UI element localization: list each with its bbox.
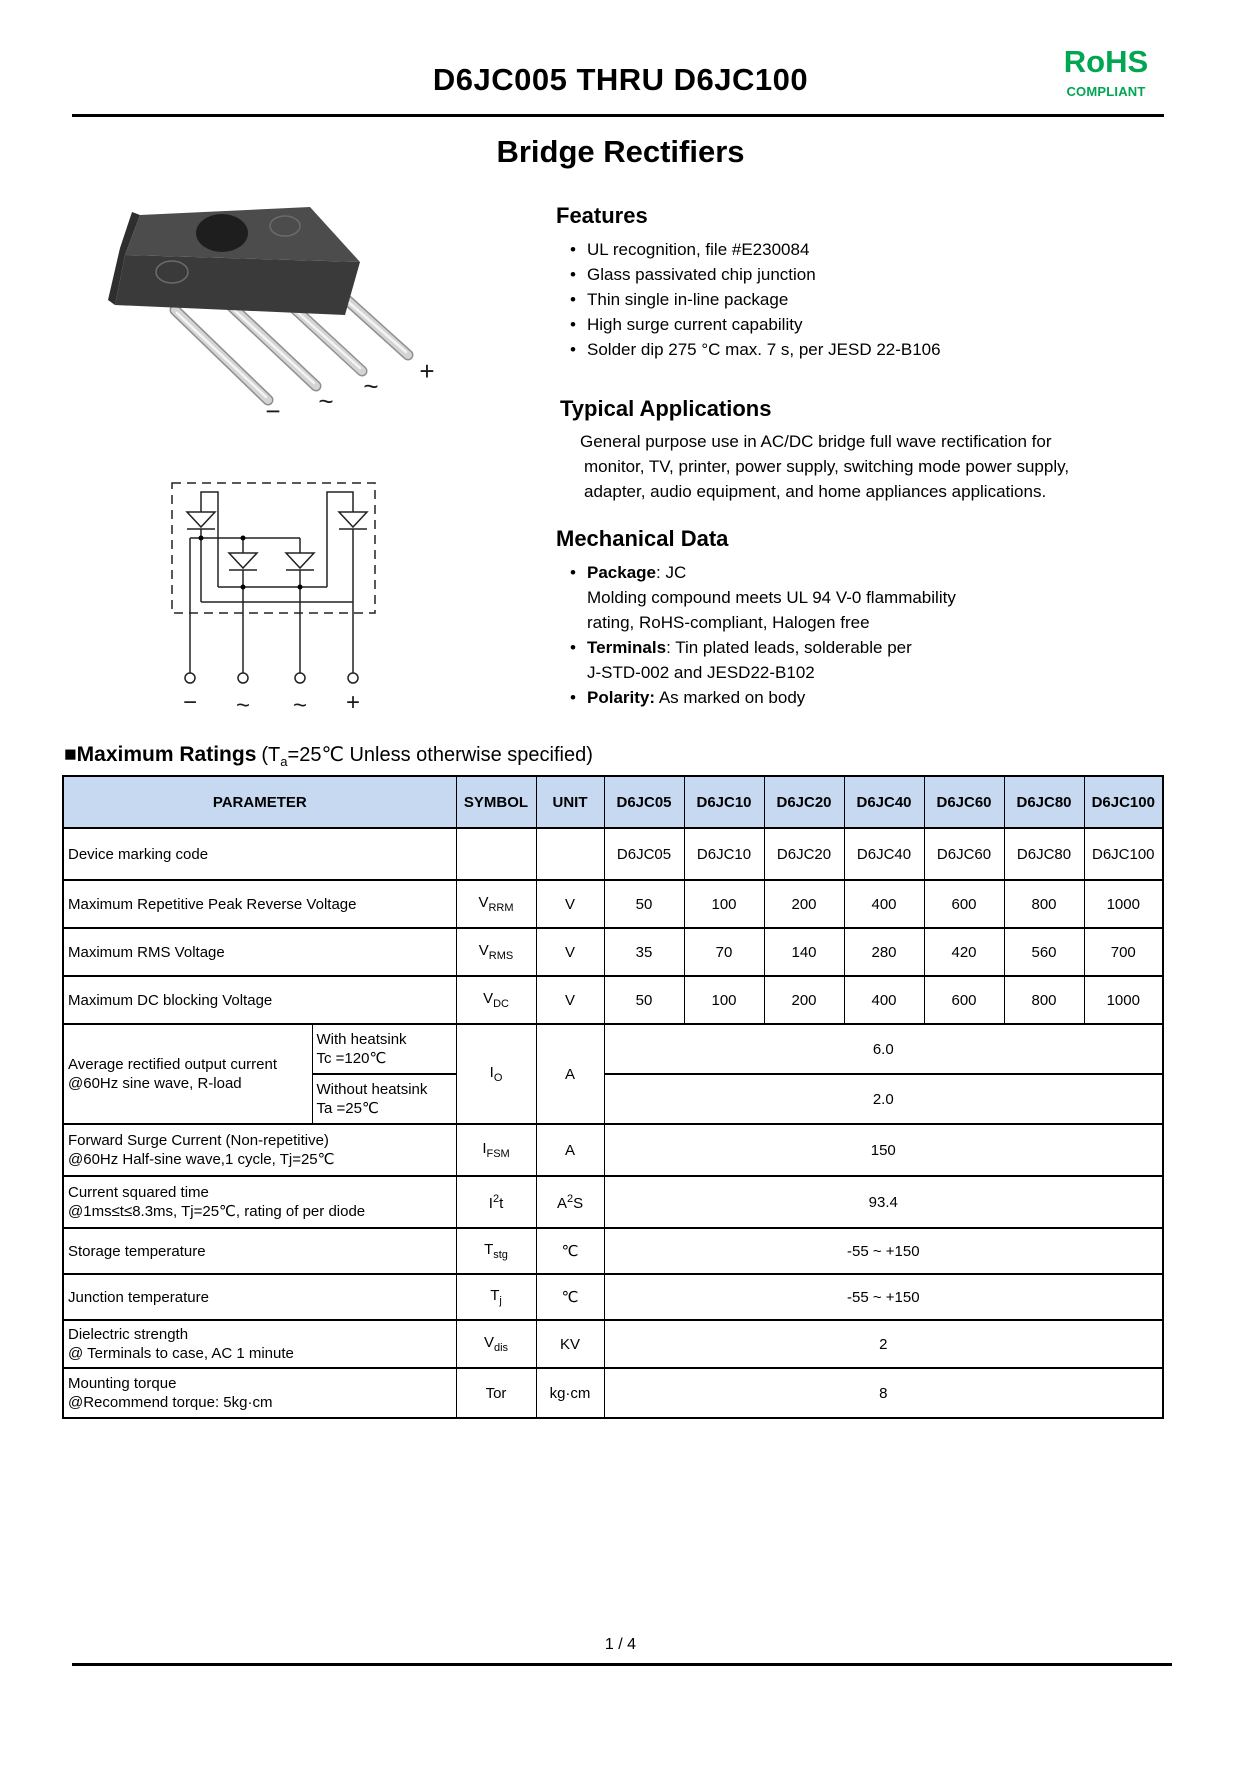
symbol-cell: $I^2t$ [456, 1176, 536, 1228]
photo-ac1-label: ~ [318, 386, 334, 416]
value-cell: 420 [924, 928, 1004, 976]
rohs-label: RoHS [1063, 44, 1149, 79]
applications-text-line: adapter, audio equipment, and home appliances applications. [584, 482, 1047, 501]
diode-symbol [187, 512, 215, 529]
mechanical-item: • Polarity: As marked on body [570, 685, 1196, 710]
table-header-row [63, 776, 1163, 828]
value-cell: -55 ~ +150 [604, 1228, 1163, 1274]
mechanical-heading: Mechanical Data [556, 526, 729, 551]
col-header: SYMBOL [456, 776, 536, 828]
value-cell: 600 [924, 880, 1004, 928]
product-photo [80, 180, 500, 430]
applications-section [560, 396, 1200, 504]
table-row [63, 1024, 1163, 1074]
col-header: D6JC20 [764, 776, 844, 828]
symbol-cell: $T_{stg}$ [456, 1228, 536, 1274]
value-cell: 400 [844, 880, 924, 928]
value-cell: D6JC60 [924, 828, 1004, 880]
value-cell: 400 [844, 976, 924, 1024]
photo-ac2-label: ~ [363, 371, 379, 401]
page-title: D6JC005 THRU D6JC100 [432, 62, 809, 97]
value-cell: 100 [684, 976, 764, 1024]
value-cell: 800 [1004, 880, 1084, 928]
table-row [63, 828, 1163, 880]
table-row [63, 1368, 1163, 1418]
feature-item: • High surge current capability [570, 312, 1196, 337]
applications-text-line: monitor, TV, printer, power supply, switching mode power supply, [584, 457, 1070, 476]
symbol-cell: $V_{RRM}$ [456, 880, 536, 928]
param-cell: Average rectified output current @60Hz sine wave, R-load [63, 1024, 312, 1124]
symbol-cell: Tor [456, 1368, 536, 1418]
value-cell: 2.0 [604, 1074, 1163, 1124]
circuit-diagram [140, 420, 460, 720]
rohs-compliant-label: COMPLIANT [1066, 84, 1146, 99]
mechanical-item-cont: J-STD-002 and JESD22-B102 [587, 663, 815, 682]
col-header: D6JC10 [684, 776, 764, 828]
col-header: D6JC60 [924, 776, 1004, 828]
col-header: D6JC80 [1004, 776, 1084, 828]
mechanical-item: • Terminals: Tin plated leads, solderable per [570, 635, 1196, 660]
diode-symbol [286, 553, 314, 570]
param-cell: Current squared time @1ms≤t≤8.3ms, Tj=25℃, rating of per diode [63, 1176, 456, 1228]
col-header: D6JC05 [604, 776, 684, 828]
param-cell: Maximum Repetitive Peak Reverse Voltage [63, 880, 456, 928]
value-cell: D6JC100 [1084, 828, 1163, 880]
value-cell: 35 [604, 928, 684, 976]
unit-cell: ℃ [536, 1228, 604, 1274]
value-cell: 2 [604, 1320, 1163, 1368]
param-cell: Device marking code [63, 828, 456, 880]
page-number: 1 / 4 [604, 1636, 637, 1653]
unit-cell: ℃ [536, 1274, 604, 1320]
value-cell: 150 [604, 1124, 1163, 1176]
mechanical-item-cont: Molding compound meets UL 94 V-0 flammability [587, 588, 956, 607]
param-cell: Forward Surge Current (Non-repetitive) @60Hz Half-sine wave,1 cycle, Tj=25℃ [63, 1124, 456, 1176]
symbol-cell: $T_j$ [456, 1274, 536, 1320]
header-divider [72, 114, 1164, 117]
mechanical-section [556, 526, 1196, 710]
value-cell: D6JC80 [1004, 828, 1084, 880]
param-cell: Maximum DC blocking Voltage [63, 976, 456, 1024]
value-cell: -55 ~ +150 [604, 1274, 1163, 1320]
unit-cell: V [536, 928, 604, 976]
wiring [190, 492, 353, 673]
param-cell: Junction temperature [63, 1274, 456, 1320]
col-header: PARAMETER [63, 776, 456, 828]
diode-symbol [339, 512, 367, 529]
value-cell: 50 [604, 880, 684, 928]
diagram-minus-label: − [182, 689, 198, 716]
value-cell: 560 [1004, 928, 1084, 976]
diagram-ac1-label: ~ [235, 692, 251, 719]
junction-dots [199, 536, 303, 590]
value-cell: 8 [604, 1368, 1163, 1418]
symbol-cell: $V_{DC}$ [456, 976, 536, 1024]
package-outline [172, 483, 375, 613]
table-row [63, 1320, 1163, 1368]
feature-item: • Glass passivated chip junction [570, 262, 1196, 287]
feature-item: • UL recognition, file #E230084 [570, 237, 1196, 262]
value-cell: 200 [764, 976, 844, 1024]
table-row [63, 1124, 1163, 1176]
table-row [63, 1274, 1163, 1320]
unit-cell: A [536, 1124, 604, 1176]
document-title: Bridge Rectifiers [496, 134, 745, 169]
table-row [63, 1176, 1163, 1228]
condition-cell: With heatsink Tc =120℃ [312, 1024, 456, 1074]
diode-symbol [229, 553, 257, 570]
unit-cell: KV [536, 1320, 604, 1368]
diagram-ac2-label: ~ [292, 692, 308, 719]
unit-cell: V [536, 880, 604, 928]
diagram-plus-label: + [345, 689, 361, 716]
param-cell: Maximum RMS Voltage [63, 928, 456, 976]
rohs-logo [1048, 46, 1164, 99]
ratings-table [62, 775, 1164, 1419]
value-cell: 70 [684, 928, 764, 976]
condition-cell: Without heatsink Ta =25℃ [312, 1074, 456, 1124]
value-cell: 700 [1084, 928, 1163, 976]
features-section [556, 203, 1196, 362]
feature-item: • Thin single in-line package [570, 287, 1196, 312]
applications-text-line: General purpose use in AC/DC bridge full wave rectification for [580, 432, 1052, 451]
value-cell: 50 [604, 976, 684, 1024]
col-header: D6JC40 [844, 776, 924, 828]
photo-minus-label: − [265, 396, 281, 426]
symbol-cell: $V_{RMS}$ [456, 928, 536, 976]
symbol-cell: $V_{dis}$ [456, 1320, 536, 1368]
symbol-cell: $I_O$ [456, 1024, 536, 1124]
value-cell: D6JC10 [684, 828, 764, 880]
value-cell: 140 [764, 928, 844, 976]
unit-cell: V [536, 976, 604, 1024]
value-cell: 1000 [1084, 880, 1163, 928]
value-cell: 800 [1004, 976, 1084, 1024]
unit-cell: kg·cm [536, 1368, 604, 1418]
value-cell: 100 [684, 880, 764, 928]
footer-divider [72, 1663, 1172, 1666]
table-row [63, 928, 1163, 976]
package-body [108, 207, 360, 315]
feature-item: • Solder dip 275 °C max. 7 s, per JESD 22-B106 [570, 337, 1196, 362]
unit-cell: $A^2S$ [536, 1176, 604, 1228]
param-cell: Mounting torque @Recommend torque: 5kg·cm [63, 1368, 456, 1418]
value-cell: 6.0 [604, 1024, 1163, 1074]
mechanical-item: • Package: JC [570, 560, 1196, 585]
table-row [63, 1228, 1163, 1274]
table-row [63, 880, 1163, 928]
param-cell: Storage temperature [63, 1228, 456, 1274]
value-cell: 93.4 [604, 1176, 1163, 1228]
ratings-section-title: ■Maximum Ratings ($T_a=25℃$ Unless otherwise specified) [64, 743, 593, 769]
value-cell: 200 [764, 880, 844, 928]
value-cell: D6JC40 [844, 828, 924, 880]
value-cell: 600 [924, 976, 1004, 1024]
value-cell: 280 [844, 928, 924, 976]
param-cell: Dielectric strength @ Terminals to case, AC 1 minute [63, 1320, 456, 1368]
unit-cell [536, 828, 604, 880]
col-header: UNIT [536, 776, 604, 828]
value-cell: D6JC05 [604, 828, 684, 880]
unit-cell: A [536, 1024, 604, 1124]
applications-heading: Typical Applications [560, 396, 772, 421]
symbol-cell [456, 828, 536, 880]
features-heading: Features [556, 203, 648, 228]
mechanical-item-cont: rating, RoHS-compliant, Halogen free [587, 613, 870, 632]
value-cell: D6JC20 [764, 828, 844, 880]
symbol-cell: $I_{FSM}$ [456, 1124, 536, 1176]
terminal-pins [185, 673, 358, 683]
col-header: D6JC100 [1084, 776, 1163, 828]
value-cell: 1000 [1084, 976, 1163, 1024]
table-row [63, 976, 1163, 1024]
photo-plus-label: + [419, 356, 435, 386]
